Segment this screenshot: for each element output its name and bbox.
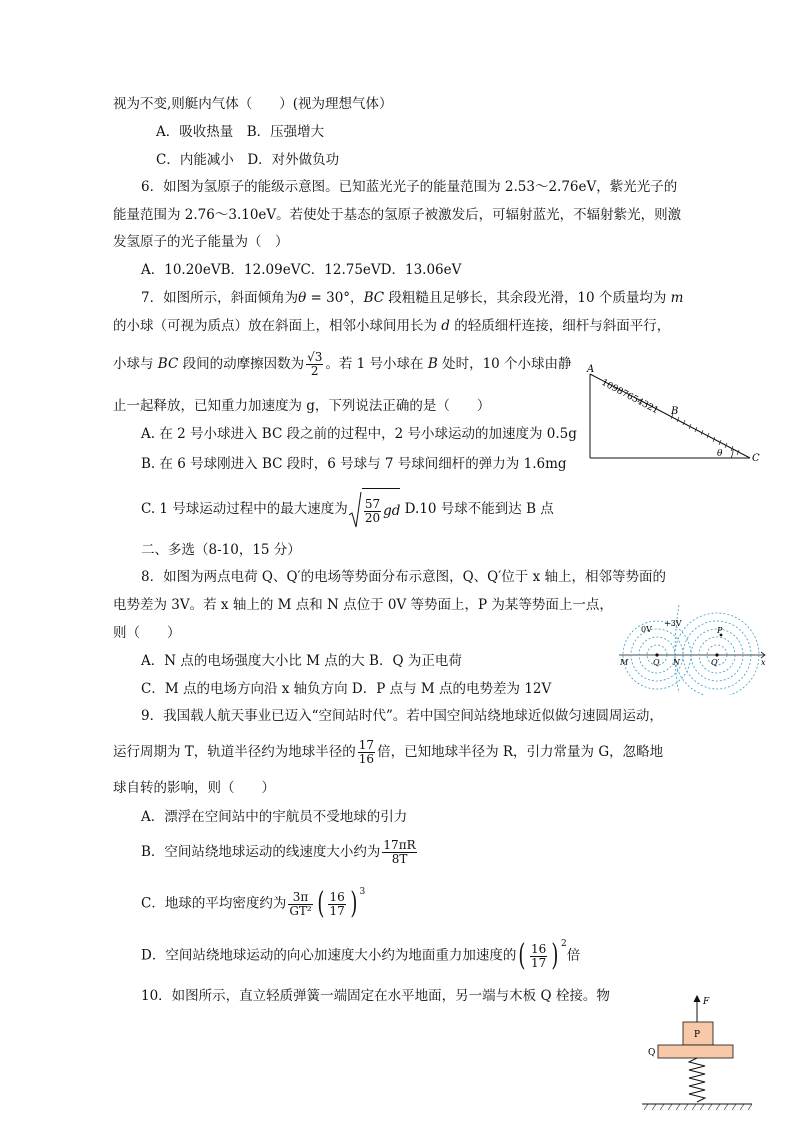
q7-stem-line4: 止一起释放，已知重力加速度为 g，下列说法正确的是（ ） bbox=[113, 398, 491, 414]
label-q: Q bbox=[653, 658, 660, 667]
q9-stem-line3: 球自转的影响，则（ ） bbox=[113, 780, 275, 796]
q9-stem-line2: 运行周期为 T，轨道半径约为地球半径的 $\frac{17}{16}$ 倍，已知地球半径为 R，引力常量为 G，忽略地 bbox=[113, 738, 664, 766]
label-f: F bbox=[703, 997, 710, 1007]
q7-option-a: A. 在 2 号小球进入 BC 段之前的过程中，2 号小球运动的加速度为 0.5g bbox=[141, 426, 577, 442]
label-q-prime: Q′ bbox=[711, 658, 720, 667]
label-n: N bbox=[673, 658, 680, 667]
q9-stem-line1: 9．我国载人航天事业已迈入“空间站时代”。若中国空间站绕地球近似做匀速圆周运动， bbox=[141, 708, 663, 724]
q8-stem-line1: 8．如图为两点电荷 Q、Q′的电场等势面分布示意图，Q、Q′位于 x 轴上，相邻等势面的 bbox=[141, 569, 666, 585]
q9-option-d: D．空间站绕地球运动的向心加速度大小约为地面重力加速度的( $\frac{16}{17}$ ) $^2$倍 bbox=[141, 938, 581, 973]
label-c: C bbox=[752, 453, 760, 464]
q7-option-b: B. 在 6 号球刚进入 BC 段时，6 号球与 7 号球间细杆的弹力为 1.6mg bbox=[141, 456, 567, 472]
q7-incline-figure bbox=[585, 362, 765, 466]
q6-stem-line2: 能量范围为 2.76～3.10eV。若使处于基态的氢原子被激发后，可辐射蓝光，不辐射紫光，则激 bbox=[113, 207, 682, 223]
q5-stem-tail: 视为不变,则艇内气体（ ）(视为理想气体） bbox=[113, 96, 393, 112]
q5-options-cd: C．内能减小 D．对外做负功 bbox=[156, 152, 340, 168]
q7-stem-line2: 的小球（可视为质点）放在斜面上，相邻小球间用长为 d 的轻质细杆连接，细杆与斜面平行， bbox=[113, 318, 671, 334]
label-b: B bbox=[671, 406, 679, 417]
label-plus3v: +3V bbox=[664, 619, 682, 628]
q5-options-ab: A．吸收热量 B．压强增大 bbox=[156, 124, 325, 140]
q6-stem-line1: 6．如图为氢原子的能级示意图。已知蓝光光子的能量范围为 2.53～2.76eV，紫光光子的 bbox=[141, 179, 678, 195]
density-fraction: $\frac{3\pi}{\text{GT²}}$ bbox=[289, 889, 312, 918]
label-p: P bbox=[717, 626, 723, 635]
friction-coefficient-fraction: $\frac{√3}{2}$ bbox=[307, 350, 323, 378]
label-m: M bbox=[620, 658, 629, 667]
q8-stem-line2: 电势差为 3V。若 x 轴上的 M 点和 N 点位于 0V 等势面上，P 为某等势面上一点， bbox=[113, 597, 613, 613]
label-balls: 10987654321 bbox=[599, 377, 660, 417]
q7-stem-line1: 7．如图所示，斜面倾角为θ = 30°，BC 段粗糙且足够长，其余段光滑，10 个质量均为 m bbox=[141, 290, 684, 306]
velocity-fraction: $\frac{17\pi R}{8T}$ bbox=[383, 838, 416, 866]
q9-option-b: B．空间站绕地球运动的线速度大小约为 $\frac{17\pi R}{8T}$ bbox=[141, 838, 416, 866]
label-p-block: P bbox=[694, 1030, 701, 1040]
q9-option-a: A．漂浮在空间站中的宇航员不受地球的引力 bbox=[141, 809, 408, 825]
label-q-board: Q bbox=[648, 1048, 656, 1058]
label-a: A bbox=[587, 364, 595, 375]
q8-options-ab: A．N 点的电场强度大小比 M 点的大 B．Q 为正电荷 bbox=[141, 653, 462, 669]
q7-stem-line3: 小球与 BC 段间的动摩擦因数为 $\frac{√3}{2}$ 。若 1 号小球在 B 处时，10 个小球由静 bbox=[113, 350, 572, 378]
radius-ratio-fraction: $\frac{17}{16}$ bbox=[358, 738, 375, 766]
q10-spring-figure bbox=[640, 990, 755, 1116]
section-multiple-choice: 二、多选（8-10，15 分） bbox=[141, 542, 301, 558]
label-theta: θ bbox=[717, 449, 723, 459]
q6-stem-line3: 发氢原子的光子能量为（ ） bbox=[113, 234, 289, 250]
label-x: x bbox=[761, 658, 766, 667]
q8-stem-line3: 则（ ） bbox=[113, 625, 181, 641]
sqrt-expression: $\frac{57}{20}$ gd bbox=[348, 488, 401, 531]
q6-options: A．10.20eVB．12.09eVC．12.75eVD．13.06eV bbox=[141, 262, 462, 278]
q9-option-c: C．地球的平均密度约为 $\frac{3\pi}{\text{GT²}}$ ( $\frac{16}{17}$ ) $^3$ bbox=[141, 886, 366, 921]
label-0v: 0V bbox=[641, 625, 652, 634]
q7-option-cd: C. 1 号球运动过程中的最大速度为 $\frac{57}{20}$ gd D.10 号球不能到达 B 点 bbox=[141, 488, 554, 531]
q8-equipotential-figure bbox=[617, 603, 769, 695]
q10-stem-line1: 10．如图所示，直立轻质弹簧一端固定在水平地面，另一端与木板 Q 栓接。物 bbox=[141, 988, 610, 1004]
q8-options-cd: C．M 点的电场方向沿 x 轴负方向 D．P 点与 M 点的电势差为 12V bbox=[141, 681, 552, 697]
